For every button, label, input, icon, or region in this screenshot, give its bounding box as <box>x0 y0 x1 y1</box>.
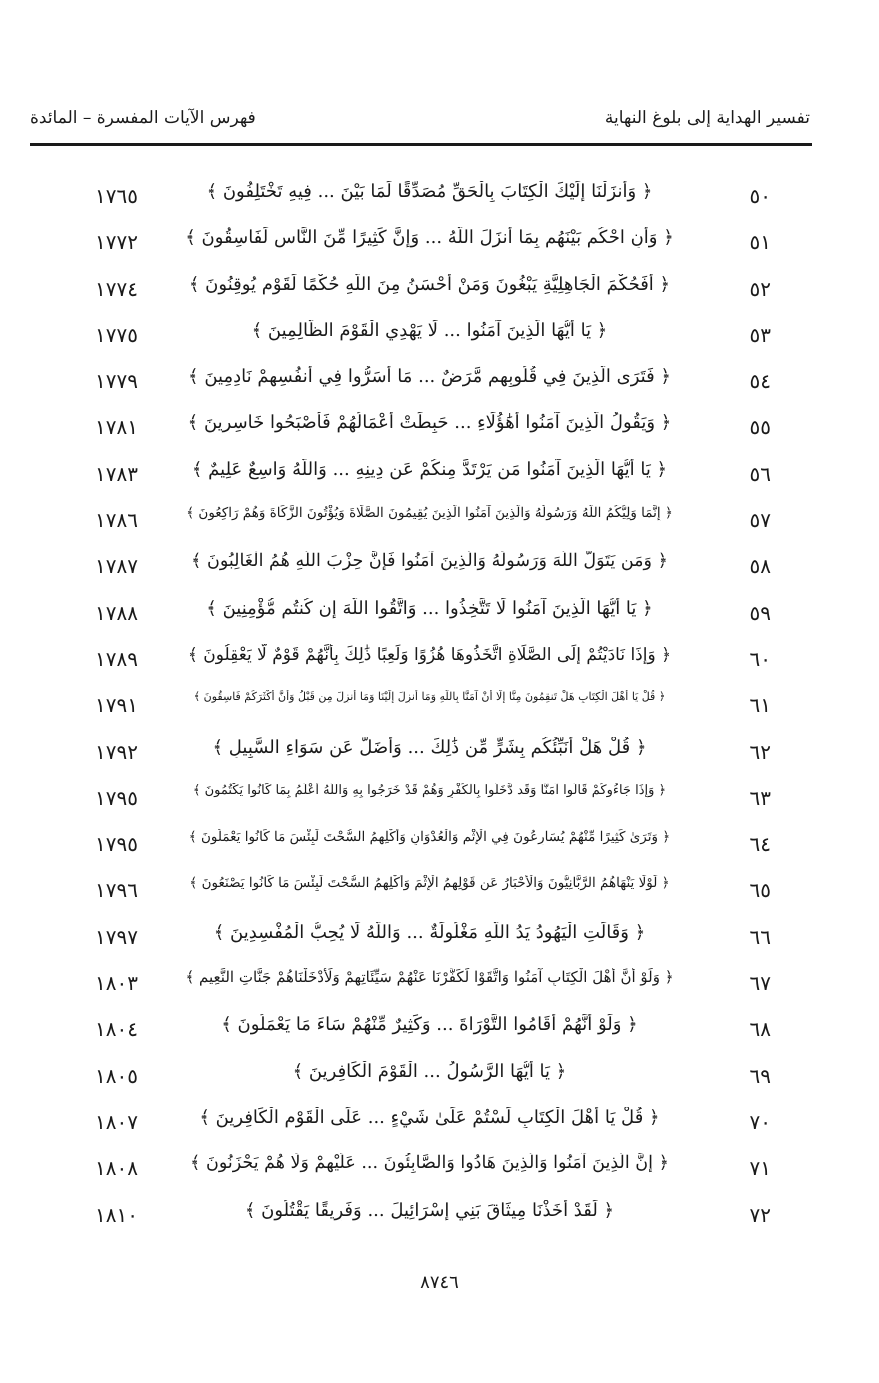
verse-number: ٥٥ <box>749 415 771 440</box>
index-row <box>0 313 879 359</box>
verse-text: ﴿ إِنَّ الَّذِينَ آمَنُوا وَالَّذِينَ هَادُوا وَالصَّابِئُونَ ... عَلَيْهِمْ وَلَا هُمْ يَحْزَنُونَ ﴾ <box>190 1153 669 1174</box>
page-reference: ١٧٨٦ <box>95 508 138 533</box>
verse-number: ٦٢ <box>749 739 771 764</box>
verse-number: ٦٤ <box>749 832 771 857</box>
index-row <box>0 452 879 498</box>
verse-text: ﴿ وَأَنزَلْنَا إِلَيْكَ الْكِتَابَ بِالْحَقِّ مُصَدِّقًا لِّمَا بَيْنَ ... فِيهِ تَخْتَلِفُونَ ﴾ <box>206 181 653 202</box>
verse-text: ﴿ يَا أَيُّهَا الرَّسُولُ ... الْقَوْمَ الْكَافِرِينَ ﴾ <box>292 1060 567 1082</box>
page-reference: ١٧٨٨ <box>95 600 138 625</box>
index-row <box>0 637 879 683</box>
index-row <box>0 1054 879 1100</box>
verse-number: ٦١ <box>749 693 771 718</box>
index-row <box>0 498 879 544</box>
verse-number: ٥٣ <box>749 322 771 347</box>
section-title: فهرس الآيات المفسرة – المائدة <box>30 108 256 128</box>
verse-number: ٦٠ <box>749 646 771 671</box>
running-header <box>30 108 810 138</box>
page-reference: ١٧٨٣ <box>95 461 138 486</box>
page-reference: ١٧٩٢ <box>95 739 138 764</box>
verse-number: ٦٧ <box>749 971 771 996</box>
header-rule <box>30 143 812 146</box>
verse-number: ٥٤ <box>749 369 771 394</box>
verse-text: ﴿ وَإِذَا جَاءُوكُمْ قَالُوا آمَنَّا وَقَد دَّخَلُوا بِالْكُفْرِ وَهُمْ قَدْ خَرَجُوا بِهِ وَاللَّهُ أَعْلَمُ بِمَا كَانُوا يَكْتُمُونَ ﴾ <box>192 782 667 798</box>
index-row <box>0 591 879 637</box>
verse-text: ﴿ لَقَدْ أَخَذْنَا مِيثَاقَ بَنِي إِسْرَائِيلَ ... وَفَرِيقًا يَقْتُلُونَ ﴾ <box>244 1199 615 1221</box>
verse-index-table <box>0 174 879 1239</box>
verse-text: ﴿ يَا أَيُّهَا الَّذِينَ آمَنُوا لَا تَتَّخِذُوا ... وَاتَّقُوا اللَّهَ إِن كُنتُم مُّؤْمِنِينَ ﴾ <box>206 597 653 619</box>
page-reference: ١٧٧٥ <box>95 322 138 347</box>
verse-number: ٦٣ <box>749 785 771 810</box>
verse-number: ٧٠ <box>749 1109 771 1134</box>
verse-number: ٧١ <box>749 1156 771 1181</box>
verse-text: ﴿ يَا أَيُّهَا الَّذِينَ آمَنُوا ... لَا يَهْدِي الْقَوْمَ الظَّالِمِينَ ﴾ <box>251 319 608 341</box>
index-row <box>0 405 879 451</box>
verse-number: ٥٩ <box>749 600 771 625</box>
index-row <box>0 730 879 776</box>
verse-number: ٦٦ <box>749 924 771 949</box>
page-reference: ١٧٩٥ <box>95 832 138 857</box>
page-reference: ١٧٨٩ <box>95 646 138 671</box>
page-reference: ١٧٨٧ <box>95 554 138 579</box>
verse-text: ﴿ قُلْ يَا أَهْلَ الْكِتَابِ لَسْتُمْ عَلَىٰ شَيْءٍ ... عَلَى الْقَوْمِ الْكَافِرِينَ ﴾ <box>199 1106 660 1128</box>
index-row <box>0 220 879 266</box>
page-number: ٨٧٤٦ <box>420 1272 459 1293</box>
page-reference: ١٧٨١ <box>95 415 138 440</box>
index-row <box>0 776 879 822</box>
verse-number: ٥١ <box>749 230 771 255</box>
verse-number: ٥٢ <box>749 276 771 301</box>
verse-text: ﴿ أَفَحُكْمَ الْجَاهِلِيَّةِ يَبْغُونَ وَمَنْ أَحْسَنُ مِنَ اللَّهِ حُكْمًا لِّقَوْمٍ يُوقِنُونَ ﴾ <box>188 273 671 295</box>
verse-text: ﴿ فَتَرَى الَّذِينَ فِي قُلُوبِهِم مَّرَضٌ ... مَا أَسَرُّوا فِي أَنفُسِهِمْ نَادِمِينَ ﴾ <box>188 366 671 388</box>
verse-number: ٥٠ <box>749 184 771 208</box>
verse-text: ﴿ قُلْ هَلْ أُنَبِّئُكُم بِشَرٍّ مِّن ذَٰلِكَ ... وَأَضَلُّ عَن سَوَاءِ السَّبِيلِ ﴾ <box>212 736 647 758</box>
index-row <box>0 1007 879 1053</box>
page-reference: ١٨١٠ <box>95 1202 138 1227</box>
verse-text: ﴿ قُلْ يَا أَهْلَ الْكِتَابِ هَلْ تَنقِمُونَ مِنَّا إِلَّا أَنْ آمَنَّا بِاللَّهِ وَمَا أُنزِلَ إِلَيْنَا وَمَا أُنزِلَ مِن قَبْلُ وَأَنَّ أَكْثَرَكُمْ فَاسِقُونَ ﴾ <box>193 690 666 704</box>
verse-text: ﴿ وَيَقُولُ الَّذِينَ آمَنُوا أَهَٰؤُلَاءِ ... حَبِطَتْ أَعْمَالُهُمْ فَأَصْبَحُوا خَاسِرِينَ ﴾ <box>187 412 672 434</box>
verse-number: ٥٧ <box>749 508 771 533</box>
page-reference: ١٧٧٩ <box>95 369 138 394</box>
verse-text: ﴿ وَقَالَتِ الْيَهُودُ يَدُ اللَّهِ مَغْلُولَةٌ ... وَاللَّهُ لَا يُحِبُّ الْمُفْسِدِينَ ﴾ <box>213 921 646 943</box>
page-reference: ١٧٩٥ <box>95 785 138 810</box>
page-reference: ١٧٧٢ <box>95 230 138 255</box>
index-row <box>0 868 879 914</box>
index-row <box>0 359 879 405</box>
page-reference: ١٧٩٦ <box>95 878 138 903</box>
page-reference: ١٧٩٧ <box>95 924 138 949</box>
index-row <box>0 267 879 313</box>
page-reference: ١٨٠٥ <box>95 1063 138 1088</box>
verse-text: ﴿ إِنَّمَا وَلِيُّكُمُ اللَّهُ وَرَسُولُهُ وَالَّذِينَ آمَنُوا الَّذِينَ يُقِيمُونَ الصَّلَاةَ وَيُؤْتُونَ الزَّكَاةَ وَهُمْ رَاكِعُونَ ﴾ <box>186 505 673 522</box>
index-row <box>0 1193 879 1239</box>
verse-text: ﴿ وَتَرَىٰ كَثِيرًا مِّنْهُمْ يُسَارِعُونَ فِي الْإِثْمِ وَالْعُدْوَانِ وَأَكْلِهِمُ السُّحْتَ لَبِئْسَ مَا كَانُوا يَعْمَلُونَ ﴾ <box>188 829 671 846</box>
verse-text: ﴿ وَإِذَا نَادَيْتُمْ إِلَى الصَّلَاةِ اتَّخَذُوهَا هُزُوًا وَلَعِبًا ذَٰلِكَ بِأَنَّهُمْ قَوْمٌ لَّا يَعْقِلُونَ ﴾ <box>187 644 672 665</box>
verse-number: ٧٢ <box>749 1202 771 1227</box>
page-reference: ١٨٠٣ <box>95 971 138 996</box>
page-reference: ١٨٠٧ <box>95 1109 138 1134</box>
index-row <box>0 1146 879 1192</box>
index-row <box>0 544 879 590</box>
page-reference: ١٨٠٤ <box>95 1017 138 1042</box>
verse-text: ﴿ لَوْلَا يَنْهَاهُمُ الرَّبَّانِيُّونَ وَالْأَحْبَارُ عَن قَوْلِهِمُ الْإِثْمَ وَأَكْلِهِمُ السُّحْتَ لَبِئْسَ مَا كَانُوا يَصْنَعُونَ ﴾ <box>189 875 670 892</box>
index-row <box>0 961 879 1007</box>
verse-number: ٦٨ <box>749 1017 771 1042</box>
verse-text: ﴿ يَا أَيُّهَا الَّذِينَ آمَنُوا مَن يَرْتَدَّ مِنكُمْ عَن دِينِهِ ... وَاللَّهُ وَاسِعٌ عَلِيمٌ ﴾ <box>191 458 668 480</box>
verse-text: ﴿ وَأَنِ احْكُم بَيْنَهُم بِمَا أَنزَلَ اللَّهُ ... وَإِنَّ كَثِيرًا مِّنَ النَّاسِ لَفَاسِقُونَ ﴾ <box>185 227 674 249</box>
index-row <box>0 683 879 729</box>
page-reference: ١٨٠٨ <box>95 1156 138 1181</box>
index-row <box>0 174 879 220</box>
verse-text: ﴿ وَمَن يَتَوَلَّ اللَّهَ وَرَسُولَهُ وَالَّذِينَ آمَنُوا فَإِنَّ حِزْبَ اللَّهِ هُمُ الْغَالِبُونَ ﴾ <box>191 551 668 572</box>
index-row <box>0 1100 879 1146</box>
page-reference: ١٧٩١ <box>95 693 138 718</box>
verse-number: ٦٩ <box>749 1063 771 1088</box>
page-reference: ١٧٧٤ <box>95 276 138 301</box>
index-row <box>0 822 879 868</box>
verse-number: ٦٥ <box>749 878 771 903</box>
page-reference: ١٧٦٥ <box>95 184 138 208</box>
verse-text: ﴿ وَلَوْ أَنَّ أَهْلَ الْكِتَابِ آمَنُوا وَاتَّقَوْا لَكَفَّرْنَا عَنْهُمْ سَيِّئَاتِهِمْ وَلَأَدْخَلْنَاهُمْ جَنَّاتِ النَّعِيمِ ﴾ <box>185 968 674 987</box>
verse-number: ٥٦ <box>749 461 771 486</box>
index-row <box>0 915 879 961</box>
verse-text: ﴿ وَلَوْ أَنَّهُمْ أَقَامُوا التَّوْرَاةَ ... وَكَثِيرٌ مِّنْهُمْ سَاءَ مَا يَعْمَلُونَ ﴾ <box>221 1014 638 1036</box>
verse-number: ٥٨ <box>749 554 771 579</box>
book-title: تفسير الهداية إلى بلوغ النهاية <box>604 108 810 128</box>
